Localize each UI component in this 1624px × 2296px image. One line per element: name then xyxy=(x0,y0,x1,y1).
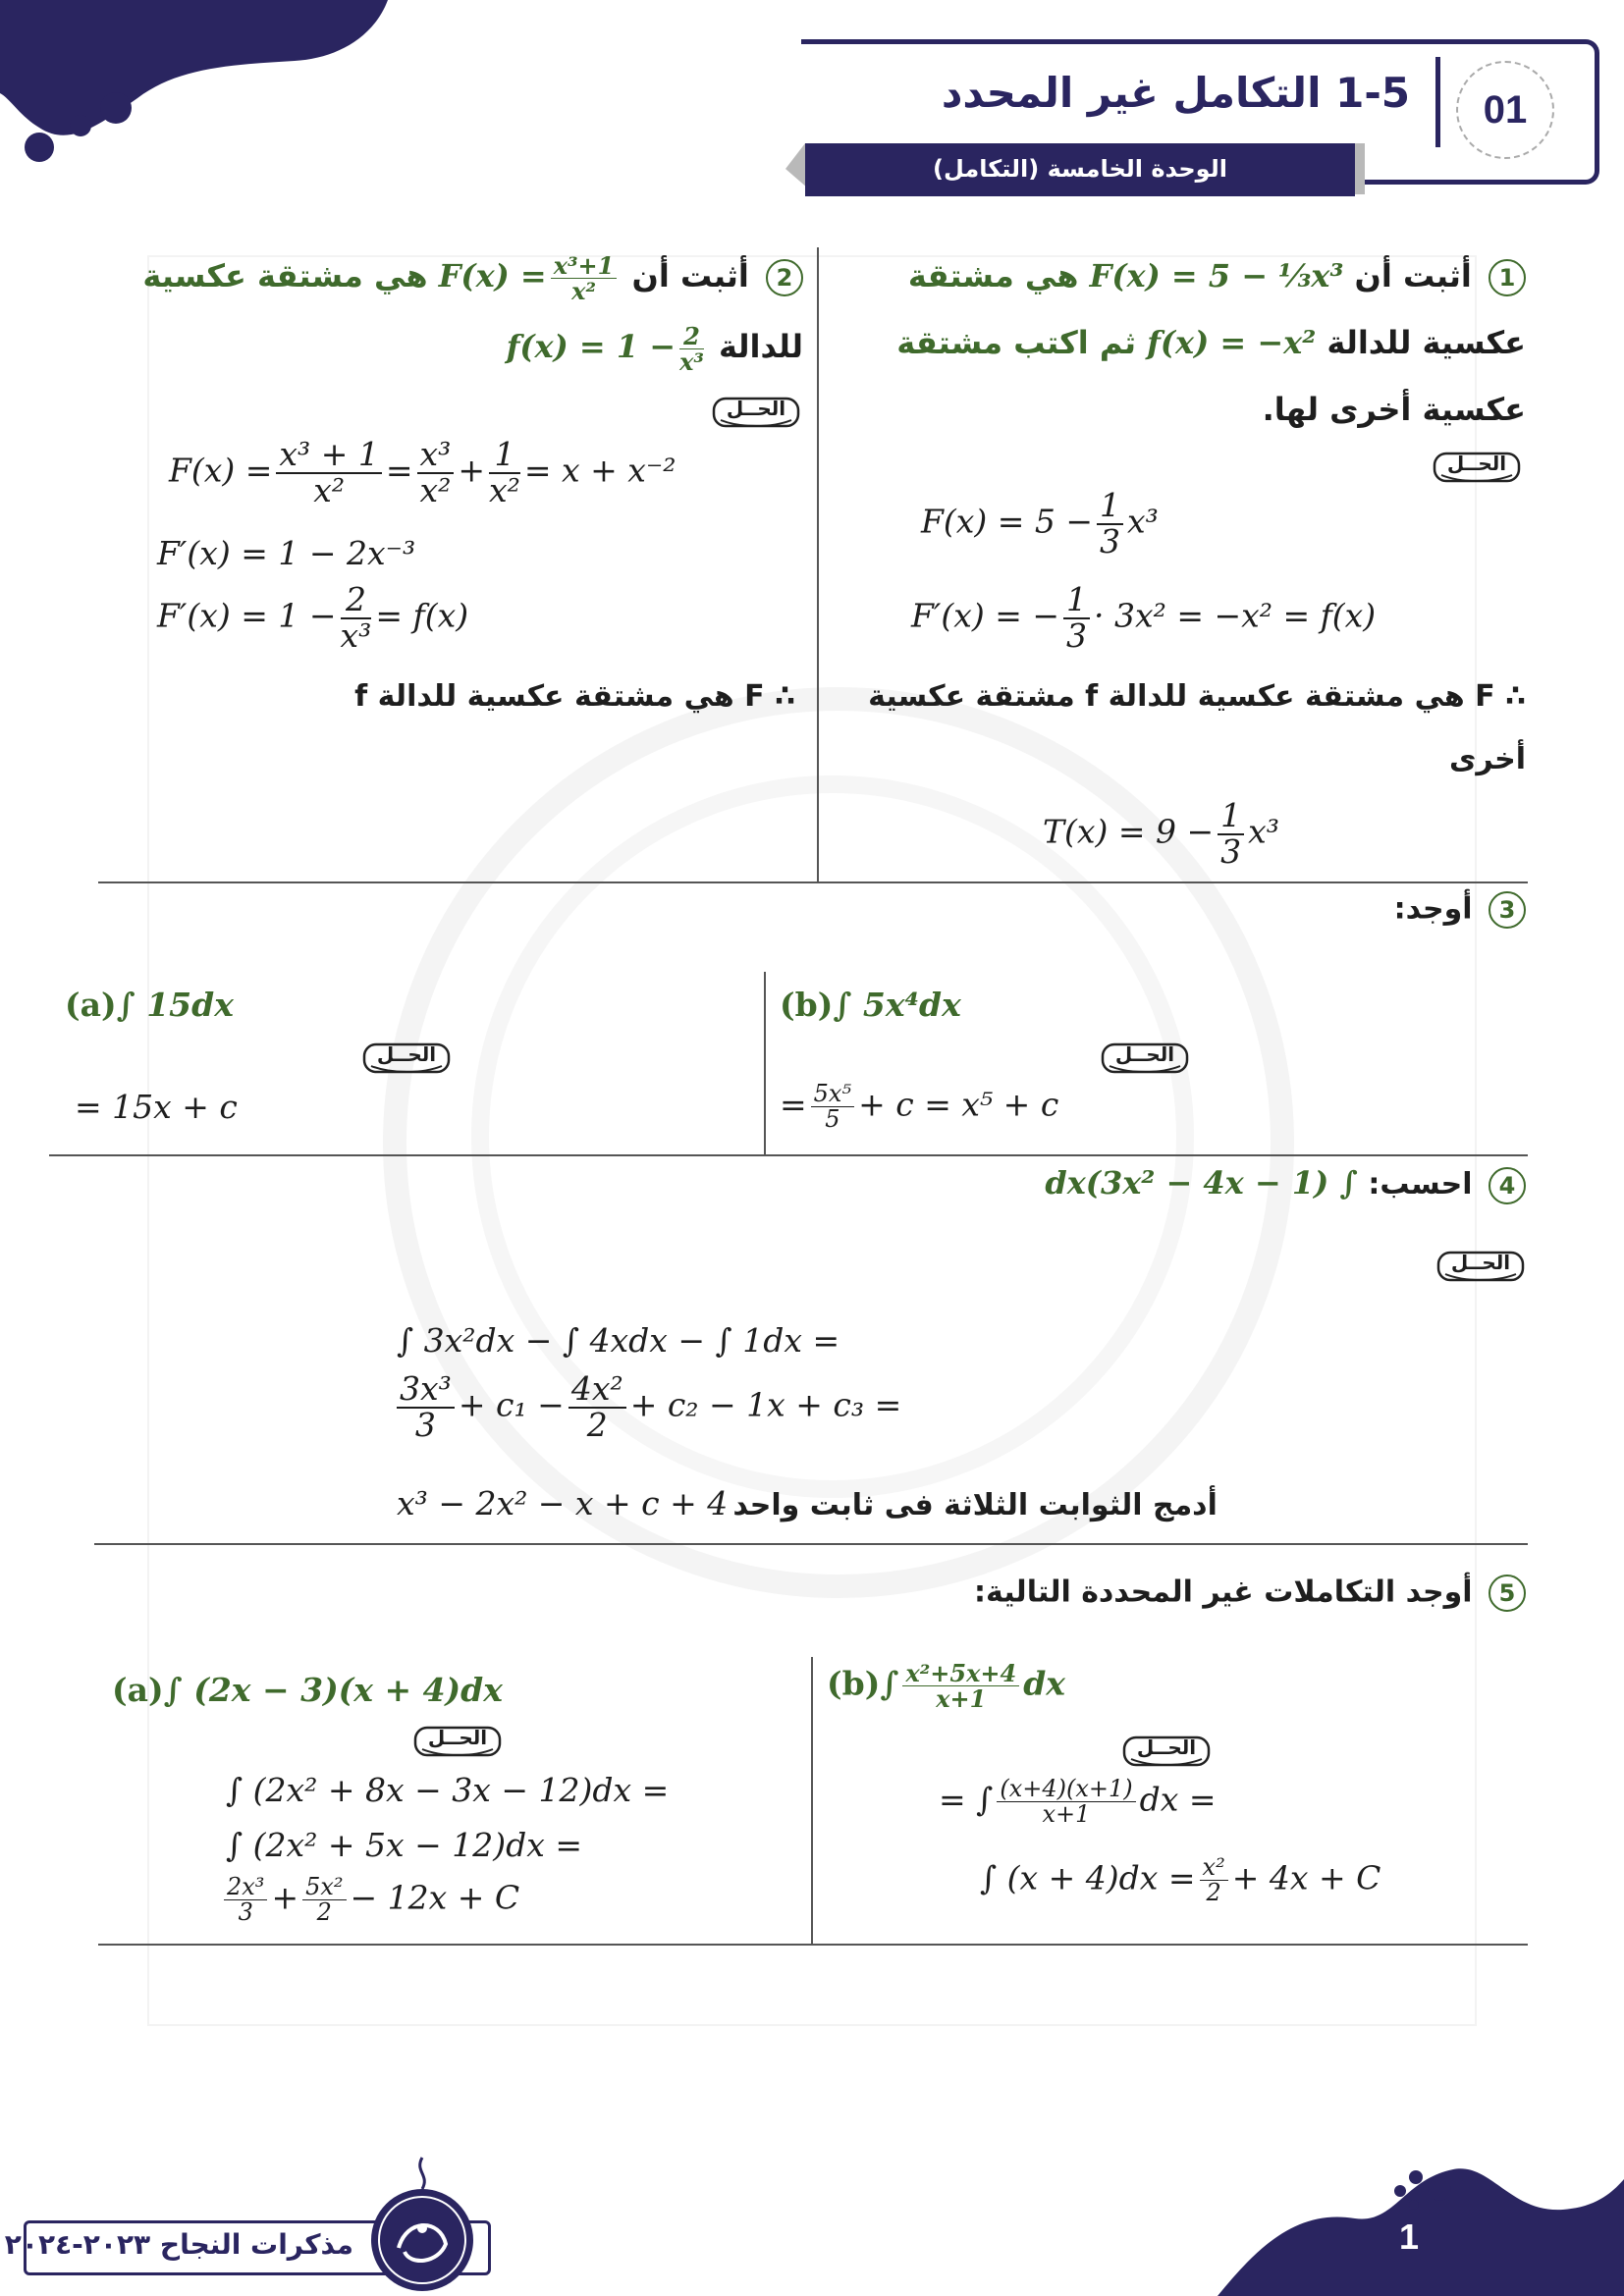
q1-number-icon: 1 xyxy=(1489,259,1526,296)
q4-number-icon: 4 xyxy=(1489,1167,1526,1204)
page-number: 1 xyxy=(1398,2216,1420,2257)
q5-a-step2: ∫ (2x² + 5x − 12)dx = xyxy=(226,1826,582,1864)
q5-title: 5 أوجد التكاملات غير المحددة التالية: xyxy=(974,1575,1526,1612)
q1-step1: F(x) = 5 − $\frac{1}{3}$ x³ xyxy=(921,486,1159,561)
q2-conclusion: ∴ F هي مشتقة عكسية للدالة f xyxy=(354,679,795,714)
q1-line2: عكسية للدالة f(x) = −x² ثم اكتب مشتقة xyxy=(896,324,1526,361)
q4-step3: x³ − 2x² − x + c + 4 أدمج الثوابت الثلاثة فى ثابت واحد xyxy=(397,1484,1218,1522)
brand-logo-icon xyxy=(361,2150,483,2293)
header-divider xyxy=(1435,57,1440,147)
divider-q1-q2 xyxy=(817,247,819,883)
q3-a-solution: = 15x + c xyxy=(75,1088,238,1126)
unit-label: الوحدة الخامسة (التكامل) xyxy=(933,155,1227,183)
divider-section-2 xyxy=(49,1154,1528,1156)
solution-badge-label: الحــل xyxy=(1136,1735,1197,1759)
divider-section-4 xyxy=(98,1944,1528,1946)
page-code-badge: 01 xyxy=(1456,61,1554,159)
q2-step1: F(x) = $\frac{\text{x³ + 1}}{\text{x²}}$ = $\frac{\text{x³}}{\text{x²}}$ + $\frac{1}{\text{x²}}$ = x + x⁻² xyxy=(169,435,677,509)
q4-step1: ∫ 3x²dx − ∫ 4xdx − ∫ 1dx = xyxy=(397,1321,840,1360)
q3-b-solution: = $\frac{\text{5x⁵}}{5}$ + c = x⁵ + c xyxy=(780,1080,1059,1134)
q5-a-step1: ∫ (2x² + 8x − 3x − 12)dx = xyxy=(226,1771,670,1809)
q2-step2: F′(x) = 1 − 2x⁻³ xyxy=(157,534,416,572)
q4-title: 4 احسب: ∫ (3x² − 4x − 1)dx xyxy=(1045,1164,1526,1204)
q5-a-expr: (a)∫ (2x − 3)(x + 4)dx xyxy=(112,1671,503,1709)
solution-badge-label: الحــل xyxy=(427,1726,488,1749)
decorative-blob-top xyxy=(0,0,412,177)
page-title: 1-5 التكامل غير المحدد xyxy=(941,69,1410,117)
q1-line1: 1 أثبت أن F(x) = 5 − ⅓x³ هي مشتقة xyxy=(908,257,1526,296)
q4-step2: $\frac{\text{3x³}}{3}$ + c₁ − $\frac{\text{4x²}}{2}$ + c₂ − 1x + c₃ = xyxy=(393,1372,901,1442)
q5-a-step3: $\frac{\text{2x³}}{3}$ + $\frac{\text{5x²}}{2}$ − 12x + C xyxy=(220,1875,519,1925)
q1-step3: T(x) = 9 − $\frac{1}{3}$ x³ xyxy=(1043,796,1279,871)
q2-number-icon: 2 xyxy=(766,259,803,296)
q1-line3: عكسية أخرى لها. xyxy=(1262,391,1526,428)
footer-brand: مذكرات النجاح ٢٠٢٣-٢٠٢٤ xyxy=(4,2228,353,2261)
header-accent xyxy=(801,39,813,44)
solution-badge-label: الحــل xyxy=(1114,1042,1175,1066)
divider-section-3 xyxy=(94,1543,1528,1545)
divider-q5 xyxy=(811,1657,813,1944)
q1-step2: F′(x) = − $\frac{1}{3}$ · 3x² = −x² = f(x) xyxy=(911,580,1377,655)
solution-badge-label: الحــل xyxy=(1446,452,1507,475)
q5-b-step2: ∫ (x + 4)dx = $\frac{\text{x²}}{2}$ + 4x + C xyxy=(980,1853,1381,1907)
q5-number-icon: 5 xyxy=(1489,1575,1526,1612)
solution-badge-label: الحــل xyxy=(376,1042,437,1066)
q3-number-icon: 3 xyxy=(1489,891,1526,929)
solution-badge-label: الحــل xyxy=(726,397,786,420)
q1-conclusion: ∴ F هي مشتقة عكسية للدالة f مشتقة عكسية xyxy=(868,679,1526,714)
q1-conclusion-2: أخرى xyxy=(1448,742,1526,776)
q3-title: 3 أوجد: xyxy=(1394,891,1526,929)
solution-badge-label: الحــل xyxy=(1450,1251,1511,1274)
q5-b-step1: = ∫ $\frac{(x+4)(x+1)}{x+1}$ dx = xyxy=(939,1775,1217,1829)
divider-q3 xyxy=(764,972,766,1156)
q3-b-expr: (b)∫ 5x⁴dx xyxy=(780,986,961,1024)
q3-a-expr: (a)∫ 15dx xyxy=(65,986,234,1024)
q2-line1: 2 أثبت أن F(x) = $\frac{\text{x³+1}}{\text{x²}}$ هي مشتقة عكسية xyxy=(142,253,803,303)
q5-b-expr: (b)∫ $\frac{\text{x²+5x+4}}{x+1}$ dx xyxy=(827,1659,1065,1714)
q2-line2: للدالة f(x) = 1 − $\frac{2}{\text{x³}}$ xyxy=(506,322,803,377)
divider-section-1 xyxy=(98,881,1528,883)
q2-step3: F′(x) = 1 − $\frac{2}{\text{x³}}$ = f(x) xyxy=(157,580,469,655)
